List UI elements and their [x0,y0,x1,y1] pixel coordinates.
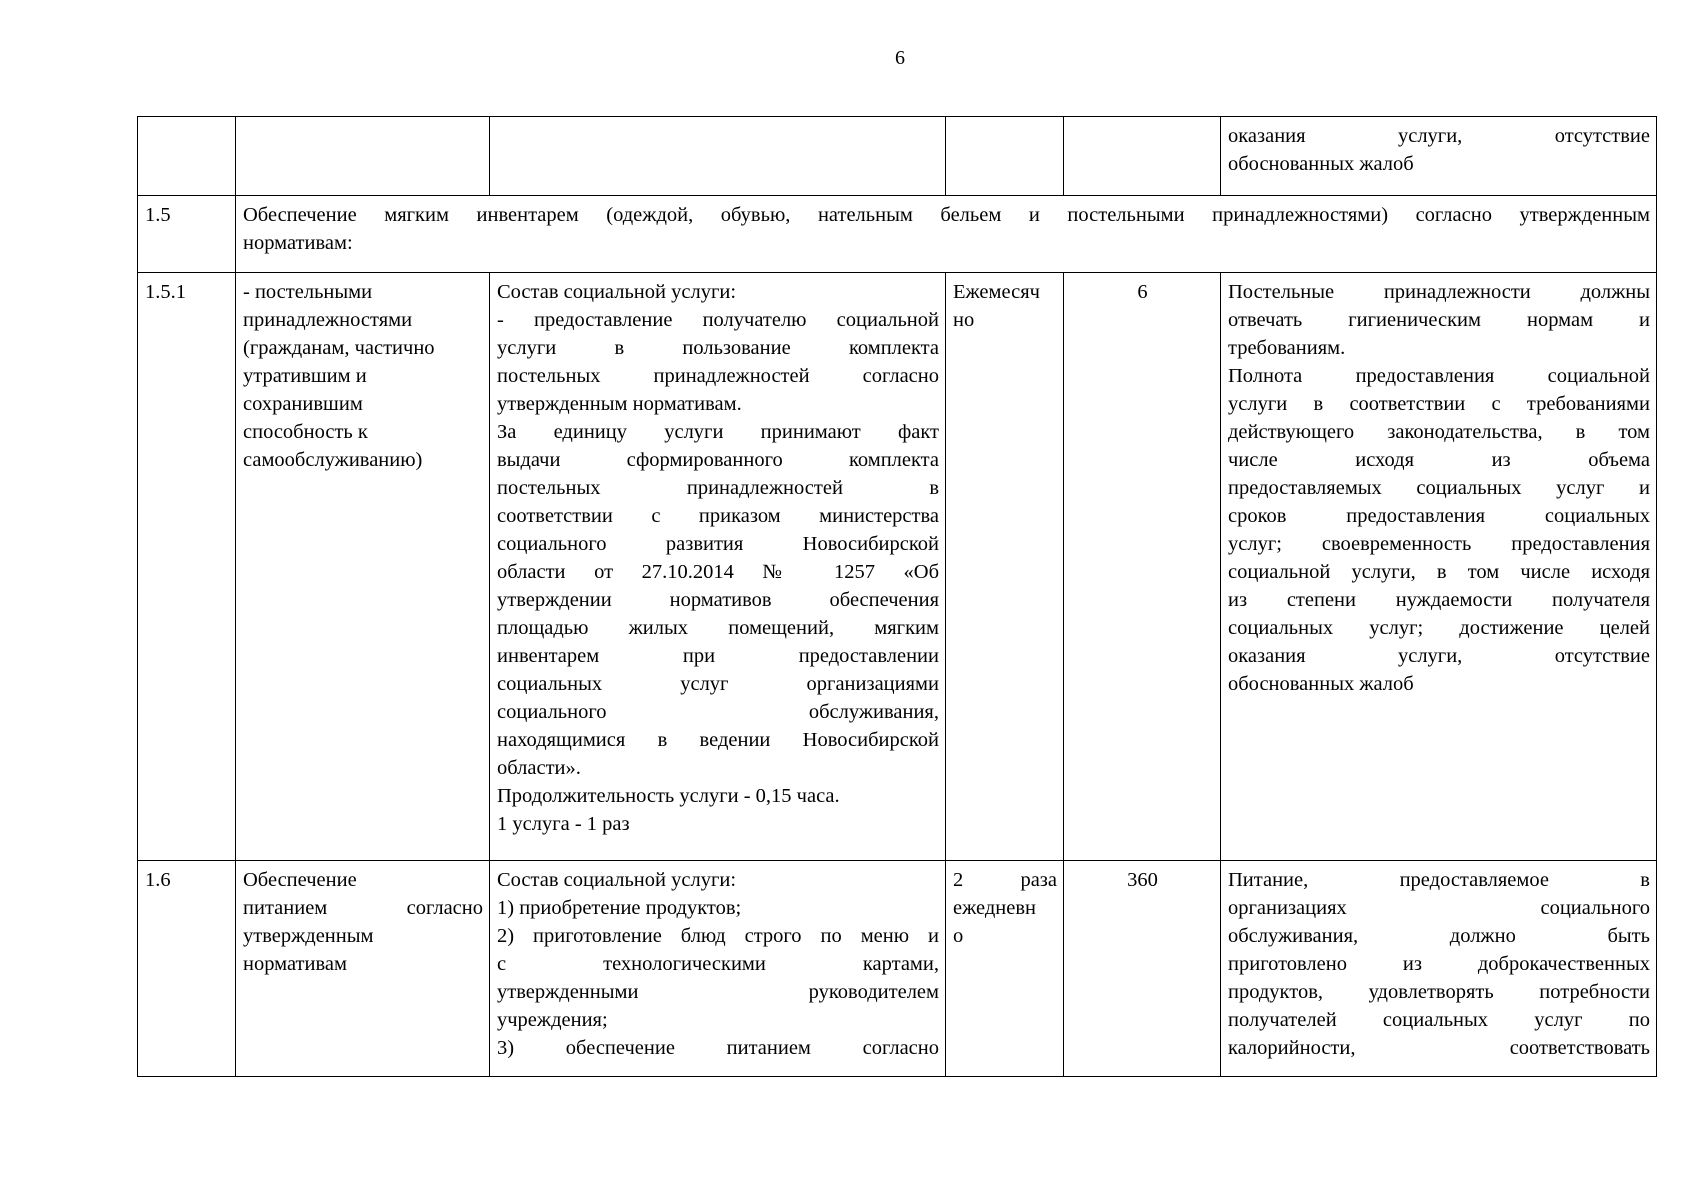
text-line: (гражданам, частично [243,337,435,359]
text-line: социального обслуживания, [497,701,939,723]
text-line: обслуживания, должно быть [1228,925,1650,947]
table-row-1-5-1 [138,273,1657,861]
table-row-1-6 [138,861,1657,1077]
text-line: оказания услуги, отсутствие [1228,125,1650,147]
text-line: Продолжительность услуги - 0,15 часа. [497,785,840,807]
cell-service-content [490,117,946,196]
text-line: Полнота предоставления социальной [1228,365,1650,387]
text-line: нормативам: [243,232,353,254]
text-line: организациях социального [1228,897,1650,919]
table-row-continuation [138,117,1657,196]
text-line: утвержденными руководителем [497,981,939,1003]
text-line: Состав социальной услуги: [497,869,737,891]
text-line: требованиям. [1228,337,1346,359]
cell-section-title [236,196,1657,273]
text-line: 3) обеспечение питанием согласно [497,1037,939,1059]
text-line: - постельными [243,281,373,303]
cell-period [946,861,1064,1077]
text-line: - предоставление получателю социальной [497,309,939,331]
text-line: получателей социальных услуг по [1228,1009,1650,1031]
table-row-1-5 [138,196,1657,273]
text-line: ежедневн [953,897,1036,919]
text-line: способность к [243,421,368,443]
text-line: Состав социальной услуги: [497,281,737,303]
cell-volume: 360 [1064,861,1221,1077]
text-line: отвечать гигиеническим нормам и [1228,309,1650,331]
text-line: постельных принадлежностей согласно [497,365,939,387]
text-line: услуги в соответствии с требованиями [1228,393,1650,415]
text-line: калорийности, соответствовать [1228,1037,1650,1059]
text-line: но [953,309,975,331]
text-line: принадлежностями [243,309,413,331]
text-line: утвержденным нормативам. [497,393,742,415]
cell-quality [1221,861,1657,1077]
text-line: самообслуживанию) [243,449,423,471]
text-line: сроков предоставления социальных [1228,505,1650,527]
cell-service-content [490,861,946,1077]
text-line: постельных принадлежностей в [497,477,939,499]
text-line: Постельные принадлежности должны [1228,281,1650,303]
cell-number: 1.5.1 [138,273,236,861]
cell-quality [1221,117,1657,196]
cell-period [946,117,1064,196]
text-line: социальных услуг; достижение целей [1228,617,1650,639]
services-table [137,116,1657,1077]
cell-number: 1.5 [138,196,236,273]
text-line: утвержденным [243,925,374,947]
text-line: 2) приготовление блюд строго по меню и [497,925,939,947]
text-line: о [953,925,964,947]
text-line: обоснованных жалоб [1228,673,1414,695]
text-line: утверждении нормативов обеспечения [497,589,939,611]
text-line: учреждения; [497,1009,608,1031]
cell-service-name [236,861,490,1077]
text-line: продуктов, удовлетворять потребности [1228,981,1650,1003]
cell-volume [1064,117,1221,196]
cell-number [138,117,236,196]
text-line: области». [497,757,581,779]
text-line: социальной услуги, в том числе исходя [1228,561,1650,583]
cell-quality [1221,273,1657,861]
text-line: утратившим и [243,365,367,387]
text-line: сохранившим [243,393,363,415]
text-line: социального развития Новосибирской [497,533,939,555]
page-number: 6 [895,47,905,69]
text-line: Питание, предоставляемое в [1228,869,1650,891]
text-line: За единицу услуги принимают факт [497,421,939,443]
text-line: 1) приобретение продуктов; [497,897,742,919]
text-line: Ежемесяч [953,281,1040,303]
cell-volume: 6 [1064,273,1221,861]
text-line: Обеспечение мягким инвентарем (одеждой, обувью, нательным бельем и постельными принадлежностями) согласно утвержденным [243,204,1650,226]
cell-period [946,273,1064,861]
text-line: питанием согласно [243,897,483,919]
text-line: социальных услуг организациями [497,673,939,695]
text-line: находящимися в ведении Новосибирской [497,729,939,751]
text-line: предоставляемых социальных услуг и [1228,477,1650,499]
text-line: области от 27.10.2014 № 1257 «Об [497,561,939,583]
text-line: из степени нуждаемости получателя [1228,589,1650,611]
text-line: соответствии с приказом министерства [497,505,939,527]
text-line: Обеспечение [243,869,357,891]
text-line: обоснованных жалоб [1228,153,1414,175]
text-line: услуг; своевременность предоставления [1228,533,1650,555]
cell-service-content [490,273,946,861]
text-line: нормативам [243,953,347,975]
cell-number: 1.6 [138,861,236,1077]
text-line: приготовлено из доброкачественных [1228,953,1650,975]
cell-service-name [236,273,490,861]
text-line: выдачи сформированного комплекта [497,449,939,471]
text-line: инвентарем при предоставлении [497,645,939,667]
text-line: действующего законодательства, в том [1228,421,1650,443]
cell-service-name [236,117,490,196]
text-line: числе исходя из объема [1228,449,1650,471]
text-line: оказания услуги, отсутствие [1228,645,1650,667]
text-line: 2 раза [953,869,1057,891]
text-line: площадью жилых помещений, мягким [497,617,939,639]
text-line: 1 услуга - 1 раз [497,813,630,835]
text-line: услуги в пользование комплекта [497,337,939,359]
text-line: с технологическими картами, [497,953,939,975]
